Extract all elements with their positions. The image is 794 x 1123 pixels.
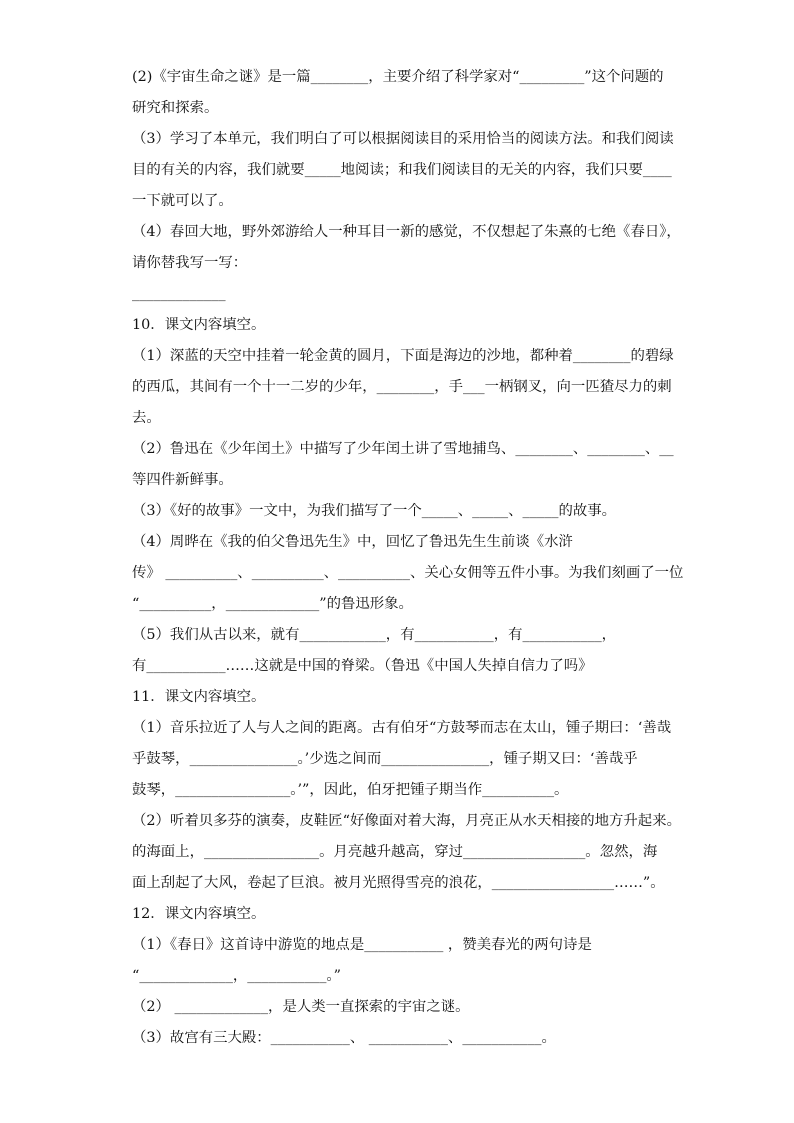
q10-1-line-3: 去。: [132, 410, 161, 426]
q9-2-line-2: 研究和探索。: [132, 100, 219, 116]
q10-4-line-3: “__________，_____________”的鲁迅形象。: [132, 596, 413, 612]
q11-1-line-1: （1）音乐拉近了人与人之间的距离。古有伯牙“方鼓琴而志在太山，锺子期曰：‘善哉: [132, 720, 672, 736]
q9-4-answer-blank: _____________: [132, 286, 226, 302]
q9-2-line-1: (2)《宇宙生命之谜》是一篇________，主要介绍了科学家对“_________”这个问题的: [132, 69, 664, 85]
q12-1-line-1: （1）《春日》这首诗中游览的地点是___________ ，赞美春光的两句诗是: [132, 937, 592, 953]
q9-3-line-2: 目的有关的内容，我们就要_____地阅读；和我们阅读目的无关的内容，我们只要____: [132, 162, 672, 178]
q10-5-line-2: 有___________……这就是中国的脊梁。（鲁迅《中国人失掉自信力了吗》: [132, 658, 593, 674]
q10-1-line-1: （1）深蓝的天空中挂着一轮金黄的圆月，下面是海边的沙地，都种着________的碧绿: [132, 348, 674, 364]
q10-4-line-2: 传》 __________、__________、__________、关心女佣等五件小事。为我们刻画了一位: [132, 565, 684, 581]
q11-2-line-1: （2）听着贝多芬的演奏，皮鞋匠“好像面对着大海，月亮正从水天相接的地方升起来。: [132, 813, 681, 829]
q9-3-line-1: （3）学习了本单元，我们明白了可以根据阅读目的采用恰当的阅读方法。和我们阅读: [132, 131, 674, 147]
q11-1-line-3: 鼓琴，________________。’”，因此，伯牙把锺子期当作__________。: [132, 782, 569, 798]
q12-heading: 12．课文内容填空。: [132, 906, 266, 922]
q9-4-line-1: （4）春回大地，野外郊游给人一种耳目一新的感觉，不仅想起了朱熹的七绝《春日》，: [132, 224, 681, 240]
q11-1-line-2: 乎鼓琴，_______________。’少选之间而_______________，锺子期又曰：‘善哉乎: [132, 751, 638, 767]
q12-2-line: （2） _____________，是人类一直探索的宇宙之谜。: [132, 999, 470, 1015]
q9-3-line-3: 一下就可以了。: [132, 193, 233, 209]
q10-4-line-1: （4）周晔在《我的伯父鲁迅先生》中，回忆了鲁迅先生生前谈《水浒: [132, 534, 573, 550]
q12-1-line-2: “_____________，___________。”: [132, 968, 341, 984]
q12-3-line: （3）故宫有三大殿：___________、 ___________、___________。: [132, 1030, 556, 1046]
q10-heading: 10．课文内容填空。: [132, 317, 266, 333]
q11-heading: 11．课文内容填空。: [132, 689, 266, 705]
q10-2-line-2: 等四件新鲜事。: [132, 472, 233, 488]
q10-2-line-1: （2）鲁迅在《少年闰土》中描写了少年闰土讲了雪地捕鸟、________、________、__: [132, 441, 674, 457]
q9-4-line-2: 请你替我写一写：: [132, 255, 248, 271]
q11-2-line-3: 面上刮起了大风，卷起了巨浪。被月光照得雪亮的浪花，_________________……”。: [132, 875, 665, 891]
q10-1-line-2: 的西瓜，其间有一个十一二岁的少年，________，手___一柄钢叉，向一匹猹尽力的刺: [132, 379, 672, 395]
q11-2-line-2: 的海面上，________________。月亮越升越高，穿过_________________。忽然，海: [132, 844, 658, 860]
q10-5-line-1: （5）我们从古以来，就有____________，有___________，有___________，: [132, 627, 617, 643]
document-page: [132, 62, 684, 1054]
q10-3-line: （3）《好的故事》一文中，为我们描写了一个_____、_____、_____的故事。: [132, 503, 617, 519]
